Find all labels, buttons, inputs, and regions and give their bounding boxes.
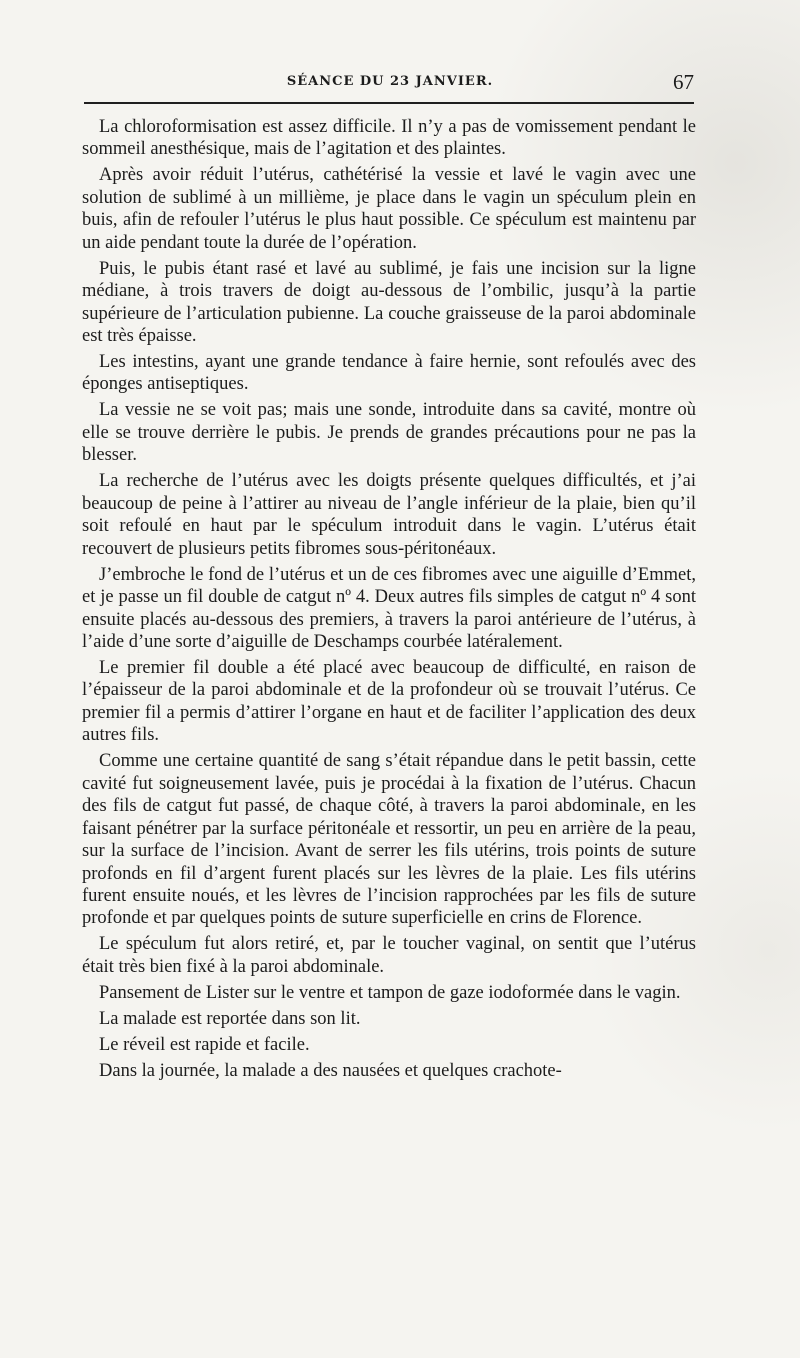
- running-head: SÉANCE DU 23 JANVIER.: [286, 74, 494, 89]
- page-number: 67: [673, 70, 694, 94]
- paragraph: Après avoir réduit l’utérus, cathétérisé la vessie et lavé le vagin avec une solution de sublimé à un millième, je place dans le vagin un spéculum plein en buis, afin de refouler l’utérus le plus haut possible. Ce spéculum est maintenu par un aide pendant toute la durée de l’opération.: [82, 165, 696, 253]
- paragraph: Le réveil est rapide et facile.: [99, 1034, 310, 1055]
- paragraph: La recherche de l’utérus avec les doigts présente quelques difficultés, et j’ai beaucoup de peine à l’attirer au niveau de l’angle inférieur de la plaie, bien qu’il soit refoulé en haut par le spéculum introduit dans le vagin. L’utérus était recouvert de plusieurs petits fibromes sous-péritonéaux.: [82, 471, 696, 559]
- header-rule: [84, 102, 694, 104]
- page-header: [84, 70, 696, 104]
- paragraph: Pansement de Lister sur le ventre et tampon de gaze iodoformée dans le vagin.: [99, 982, 681, 1003]
- paragraph: Le premier fil double a été placé avec beaucoup de difficulté, en raison de l’épaisseur de la paroi abdominale et de la profondeur où se trouvait l’utérus. Ce premier fil a permis d’attirer l’organe en haut et de faciliter l’application des deux autres fils.: [82, 657, 696, 746]
- paragraph: J’embroche le fond de l’utérus et un de ces fibromes avec une aiguille d’Emmet, et je passe un fil double de catgut nº 4. Deux autres fils simples de catgut nº 4 sont ensuite placés au-dessous des premiers, à travers la paroi antérieure de l’utérus, à l’aide d’une sorte d’aiguille de Deschamps courbée latéralement.: [82, 564, 696, 652]
- paragraph: Comme une certaine quantité de sang s’était répandue dans le petit bassin, cette cavité fut soigneusement lavée, puis je procédai à la fixation de l’utérus. Chacun des fils de catgut fut passé, de chaque côté, à travers la paroi abdominale, en les faisant pénétrer par la surface péritonéale et ressortir, un peu en arrière de la peau, sur la surface de l’incision. Avant de serrer les fils utérins, trois points de suture profonds en fil d’argent furent placés sur les lèvres de la plaie. Les fils utérins furent ensuite noués, et les lèvres de l’incision rapprochées par les fils de suture profonde et par quelques points de suture superficielle en crins de Florence.: [82, 751, 696, 929]
- paragraph: La chloroformisation est assez difficile. Il n’y a pas de vomissement pendant le sommeil anesthésique, mais de l’agitation et des plaintes.: [82, 117, 696, 160]
- paragraph: Les intestins, ayant une grande tendance à faire hernie, sont refoulés avec des éponges antiseptiques.: [82, 352, 696, 395]
- paragraph: Le spéculum fut alors retiré, et, par le toucher vaginal, on sentit que l’utérus était très bien fixé à la paroi abdominale.: [82, 934, 696, 977]
- paragraph: Dans la journée, la malade a des nausées et quelques crachote-: [99, 1060, 562, 1081]
- paragraph: La vessie ne se voit pas; mais une sonde, introduite dans sa cavité, montre où elle se trouve derrière le pubis. Je prends de grandes précautions pour ne pas la blesser.: [82, 400, 696, 466]
- paragraph: La malade est reportée dans son lit.: [99, 1008, 361, 1029]
- paragraph: Puis, le pubis étant rasé et lavé au sublimé, je fais une incision sur la ligne médiane, à trois travers de doigt au-dessous de l’ombilic, jusqu’à la partie supérieure de l’articulation pubienne. La couche graisseuse de la paroi abdominale est très épaisse.: [82, 258, 696, 347]
- body-text: [82, 116, 696, 1082]
